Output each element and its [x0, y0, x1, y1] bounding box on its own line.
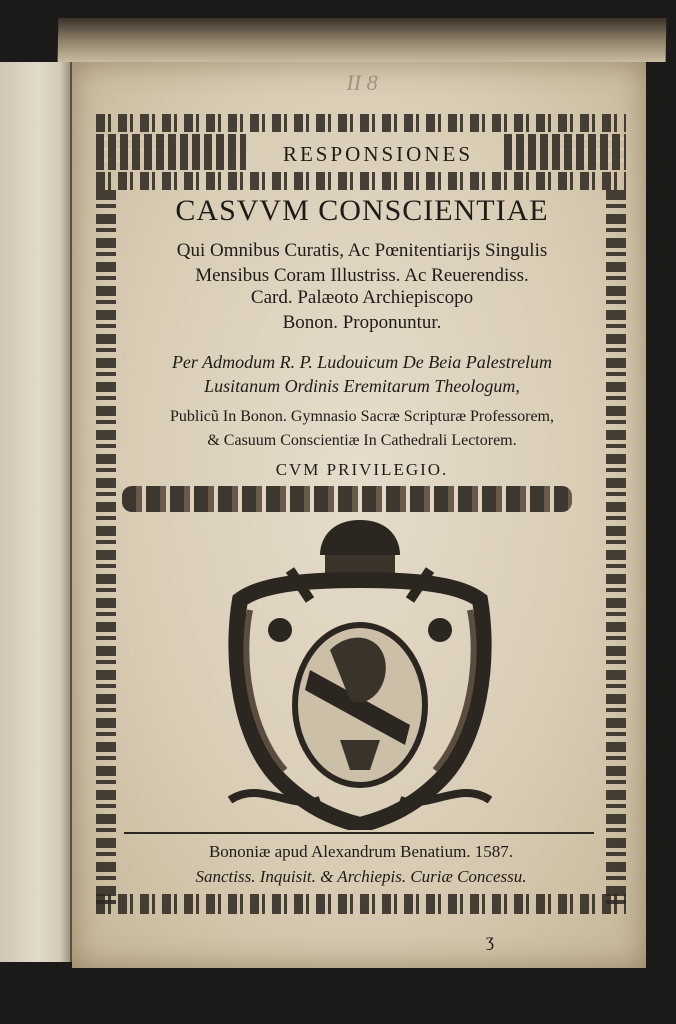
title-responsiones: RESPONSIONES — [282, 142, 474, 166]
ornament-divider — [122, 486, 572, 512]
ornament-border-left — [96, 190, 116, 910]
signature-mark: ʒ — [486, 930, 494, 950]
ornament-block-right — [504, 134, 626, 170]
ornament-border-top — [96, 114, 626, 132]
author-order-line: Lusitanum Ordinis Eremitarum Theologum, — [204, 376, 520, 396]
ornament-border-bottom — [96, 894, 626, 914]
title-casuum-conscientiae: CASVVM CONSCIENTIAE — [175, 194, 549, 227]
privilege-line: CVM PRIVILEGIO. — [275, 460, 449, 479]
faint-handwritten-mark: II 8 — [346, 70, 378, 95]
imprint-rule — [124, 832, 594, 834]
author-line: Per Admodum R. P. Ludouicum De Beia Palestrelum — [171, 352, 553, 372]
ornament-border-lower — [96, 172, 626, 190]
coat-of-arms-emblem — [220, 510, 500, 830]
ornament-block-left — [96, 134, 246, 170]
title-page — [72, 62, 646, 968]
title-line-4: Mensibus Coram Illustriss. Ac Reuerendiss. — [195, 265, 529, 286]
facing-page-edge — [0, 62, 72, 962]
author-role-line-1: Publicũ In Bonon. Gymnasio Sacræ Scripturæ Professorem, — [170, 408, 554, 425]
title-line-3: Qui Omnibus Curatis, Ac Pœnitentiarijs Singulis — [176, 240, 548, 261]
title-line-6: Bonon. Proponuntur. — [282, 312, 442, 333]
book-top-edge — [58, 18, 667, 62]
author-role-line-2: & Casuum Conscientiæ In Cathedrali Lectorem. — [207, 432, 517, 449]
ornament-border-right — [606, 190, 626, 910]
imprint-line-1: Bononiæ apud Alexandrum Benatium. 1587. — [208, 842, 514, 861]
imprint-line-2: Sanctiss. Inquisit. & Archiepis. Curiæ Concessu. — [195, 867, 527, 886]
title-line-5: Card. Palæoto Archiepiscopo — [250, 287, 474, 308]
